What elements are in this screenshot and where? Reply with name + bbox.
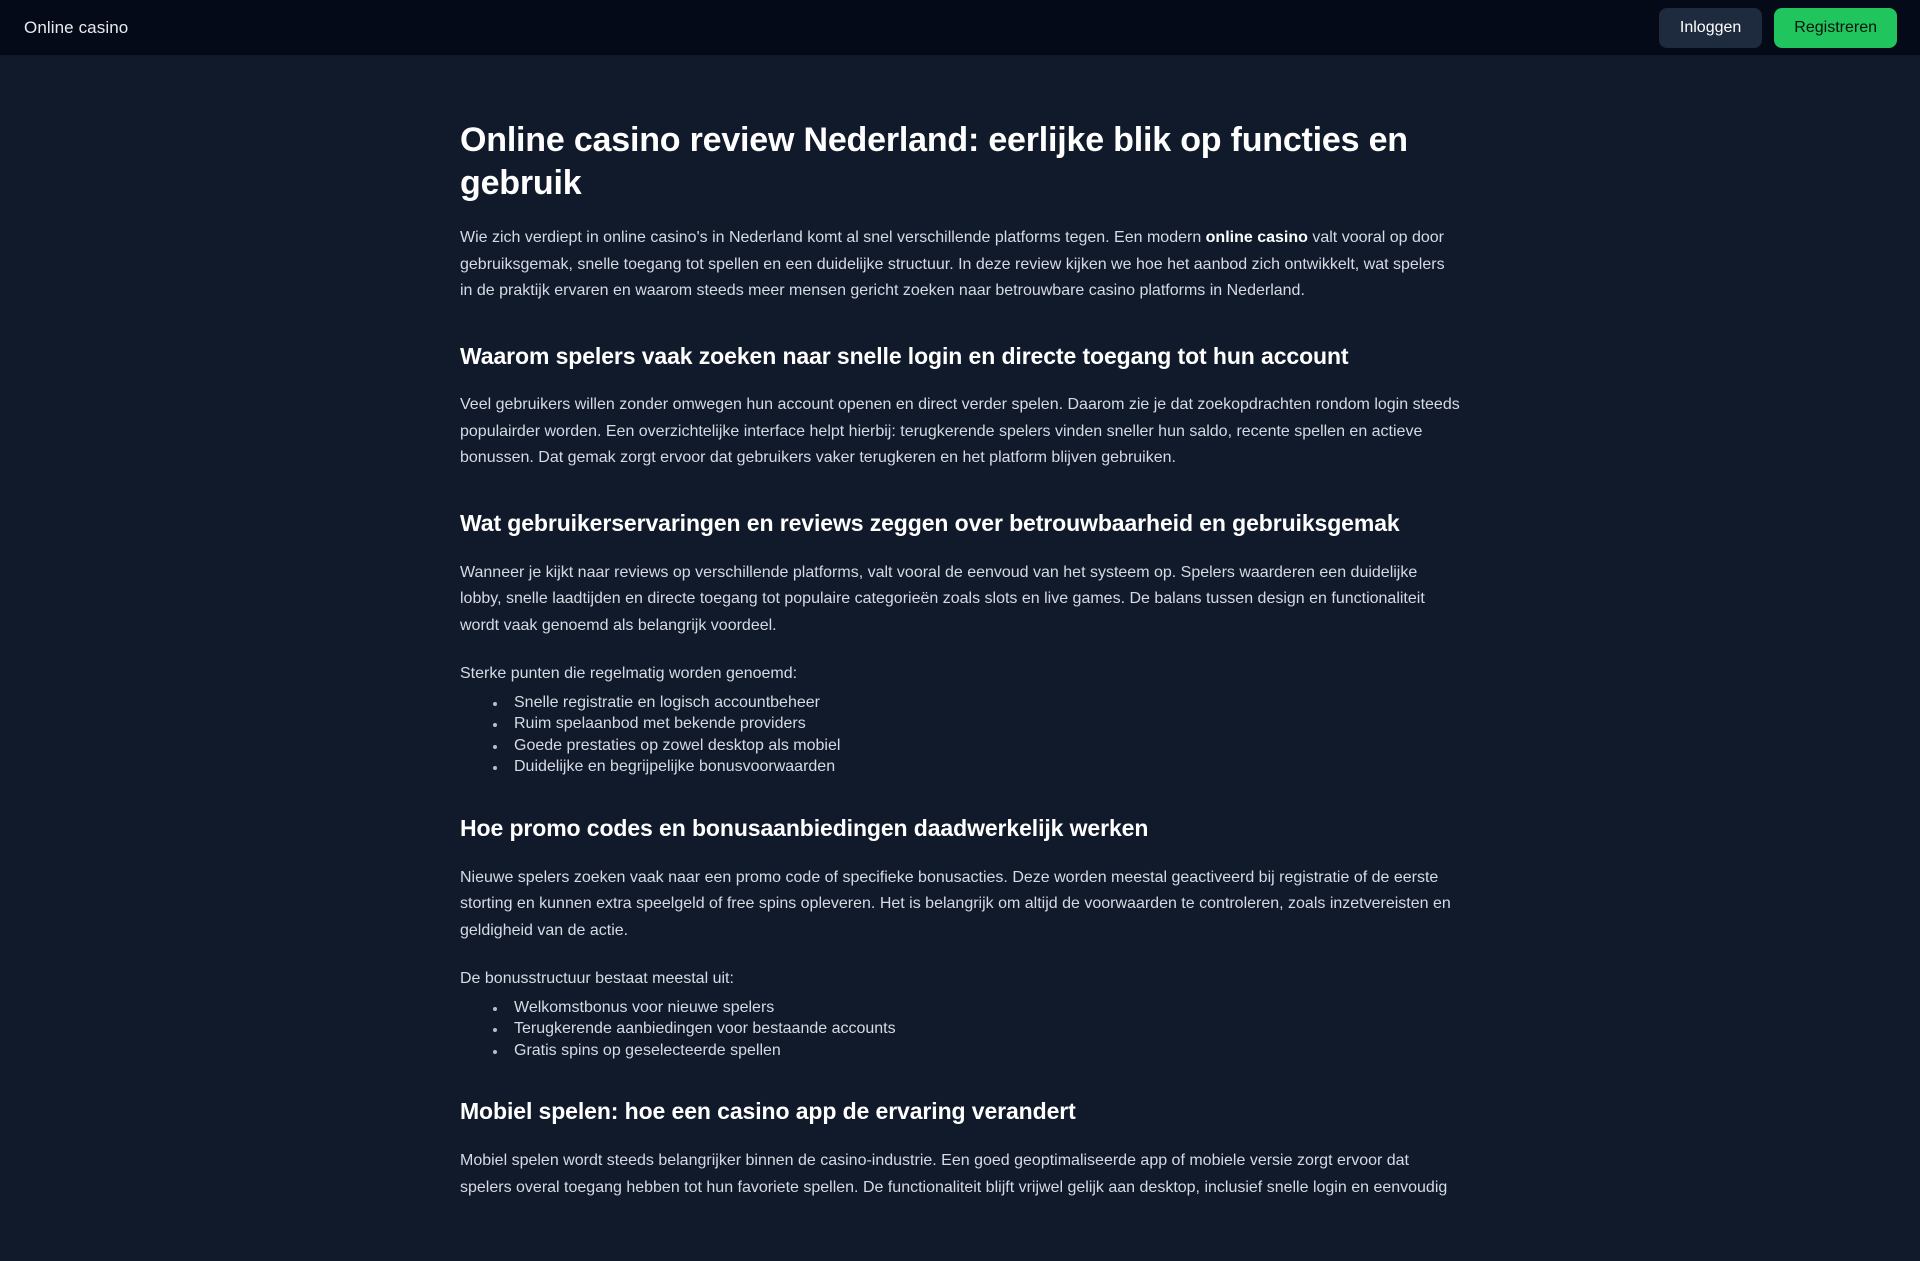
section-paragraph-promo: Nieuwe spelers zoeken vaak naar een promo code of specifieke bonusacties. Deze worden meestal geactiveerd bij registratie of de eerste storting en kunnen extra speelgeld of free spins opleveren. Het is belangrijk om altijd de voorwaarden te controleren, zoals inzetvereisten en geldigheid van de actie. <box>460 868 1451 939</box>
list-item: Gratis spins op geselecteerde spellen <box>514 1042 1460 1061</box>
brand-logo[interactable]: Online casino <box>24 18 129 37</box>
list-item: Snelle registratie en logisch accountbeheer <box>514 694 1460 713</box>
site-header <box>0 0 1920 55</box>
list-intro-promo: De bonusstructuur bestaat meestal uit: <box>460 970 734 988</box>
header-actions <box>1659 8 1897 48</box>
page-wrapper <box>0 55 1920 1261</box>
bullet-list-bonus <box>460 999 1460 1061</box>
bullet-list-strengths <box>460 694 1460 777</box>
list-item: Welkomstbonus voor nieuwe spelers <box>514 999 1460 1018</box>
section-heading-promo: Hoe promo codes en bonusaanbiedingen daadwerkelijk werken <box>460 814 1149 841</box>
intro-bold-term: online casino <box>1205 229 1308 246</box>
section-heading-login: Waarom spelers vaak zoeken naar snelle login en directe toegang tot hun account <box>460 342 1349 369</box>
intro-text-after: valt vooral op door gebruiksgemak, snelle toegang tot spellen en een duidelijke structuur. In deze review kijken we hoe het aanbod zich ontwikkelt, wat spelers in de praktijk ervaren en waarom steeds meer mensen gericht zoeken naar betrouwbare casino platforms in Nederland. <box>460 229 1445 299</box>
article-content <box>460 55 1460 1261</box>
intro-text-before: Wie zich verdiept in online casino's in Nederland komt al snel verschillende platforms tegen. Een modern <box>460 229 1206 246</box>
register-button[interactable]: Registreren <box>1774 8 1897 48</box>
list-item: Terugkerende aanbiedingen voor bestaande accounts <box>514 1020 1460 1039</box>
intro-paragraph <box>460 225 1460 305</box>
section-heading-reviews: Wat gebruikerservaringen en reviews zeggen over betrouwbaarheid en gebruiksgemak <box>460 509 1400 536</box>
list-item: Goede prestaties op zowel desktop als mobiel <box>514 737 1460 756</box>
section-paragraph-login: Veel gebruikers willen zonder omwegen hun account openen en direct verder spelen. Daarom zie je dat zoekopdrachten rondom login steeds populairder worden. Een overzichtelijke interface helpt hierbij: terugkerende spelers vinden sneller hun saldo, recente spellen en actieve bonussen. Dat gemak zorgt ervoor dat gebruikers vaker terugkeren en het platform blijven gebruiken. <box>460 396 1460 467</box>
list-item: Ruim spelaanbod met bekende providers <box>514 715 1460 734</box>
list-intro-reviews: Sterke punten die regelmatig worden genoemd: <box>460 665 798 683</box>
list-item: Duidelijke en begrijpelijke bonusvoorwaarden <box>514 758 1460 777</box>
page-title: Online casino review Nederland: eerlijke blik op functies en gebruik <box>460 121 1408 202</box>
section-heading-mobile: Mobiel spelen: hoe een casino app de ervaring verandert <box>460 1098 1076 1125</box>
login-button[interactable]: Inloggen <box>1659 8 1762 48</box>
section-paragraph-reviews: Wanneer je kijkt naar reviews op verschillende platforms, valt vooral de eenvoud van het systeem op. Spelers waarderen een duidelijke lobby, snelle laadtijden en directe toegang tot populaire categorieën zoals slots en live games. De balans tussen design en functionaliteit wordt vaak genoemd als belangrijk voordeel. <box>460 563 1425 634</box>
section-paragraph-mobile: Mobiel spelen wordt steeds belangrijker binnen de casino-industrie. Een goed geoptimaliseerde app of mobiele versie zorgt ervoor dat spelers overal toegang hebben tot hun favoriete spellen. De functionaliteit blijft vrijwel gelijk aan desktop, inclusief snelle login en eenvoudig <box>460 1152 1448 1196</box>
